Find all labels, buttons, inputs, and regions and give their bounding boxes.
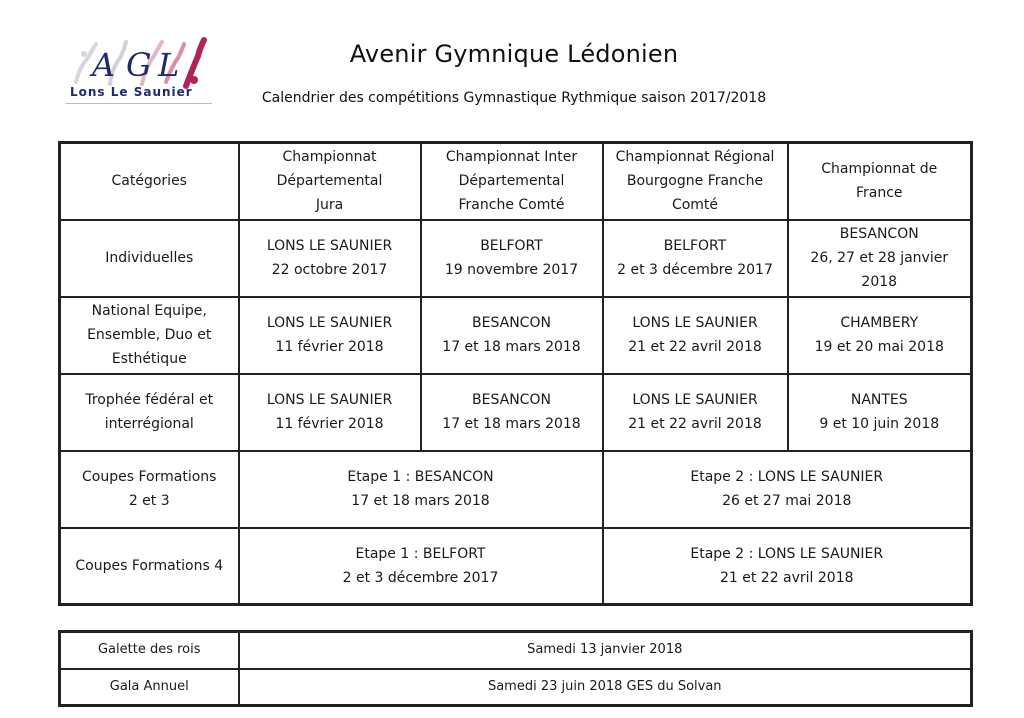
event-date: 17 et 18 mars 2018: [442, 339, 581, 355]
event-date: 2 et 3 décembre 2017: [617, 262, 773, 278]
svg-text:L: L: [158, 46, 180, 84]
category-cell: [60, 220, 239, 297]
event-cell: [239, 220, 421, 297]
table-row-national-equipe: [60, 297, 972, 374]
category-label: Ensemble, Duo et: [87, 327, 212, 343]
event-location: NANTES: [850, 392, 908, 408]
event-name: Galette des rois: [60, 632, 239, 669]
event-date: 22 octobre 2017: [271, 262, 388, 278]
event-location: BESANCON: [472, 392, 551, 408]
event-date: 21 et 22 avril 2018: [628, 339, 762, 355]
event-location: LONS LE SAUNIER: [632, 315, 758, 331]
category-label: Esthétique: [111, 351, 187, 367]
stage-date: 17 et 18 mars 2018: [351, 493, 490, 509]
stage-cell: [239, 451, 603, 528]
category-label: interrégional: [104, 416, 194, 432]
header-france: [788, 143, 972, 220]
event-row-galette: [60, 632, 972, 669]
svg-text:A: A: [92, 46, 116, 84]
event-cell: [421, 220, 603, 297]
event-date: 19 novembre 2017: [444, 262, 579, 278]
category-label: Coupes Formations: [82, 469, 217, 485]
club-events-table: [58, 630, 973, 707]
table-row-trophee-federal: [60, 374, 972, 451]
event-location: BELFORT: [663, 238, 727, 254]
svg-text:G: G: [126, 46, 152, 84]
competition-calendar-table: [58, 141, 973, 606]
header-line: France: [855, 185, 903, 202]
stage-cell: [603, 528, 972, 605]
page-subtitle: Calendrier des compétitions Gymnastique Rythmique saison 2017/2018: [261, 90, 767, 106]
event-date: 11 février 2018: [275, 416, 384, 432]
header-regional: [603, 143, 788, 220]
header-line: Championnat Inter: [445, 149, 578, 166]
table-row-coupes-formations-2-3: [60, 451, 972, 528]
event-cell: [603, 374, 788, 451]
page-title: Avenir Gymnique Lédonien: [349, 40, 679, 68]
event-cell: [603, 297, 788, 374]
category-label: Coupes Formations 4: [75, 557, 224, 574]
event-cell: [421, 297, 603, 374]
event-date: 19 et 20 mai 2018: [814, 339, 944, 355]
event-location: CHAMBERY: [840, 315, 919, 331]
gymnast-logo-icon: [66, 36, 212, 104]
event-date: 2018: [861, 274, 898, 290]
event-cell: [239, 374, 421, 451]
event-location: LONS LE SAUNIER: [266, 392, 393, 408]
category-cell: [60, 528, 239, 605]
header-line: Championnat de: [821, 161, 938, 178]
category-cell: [60, 374, 239, 451]
event-date: 9 et 10 juin 2018: [819, 416, 940, 432]
event-cell: [788, 220, 972, 297]
stage-location: Etape 1 : BESANCON: [347, 469, 494, 485]
header-line: Départemental: [276, 173, 383, 190]
stage-date: 2 et 3 décembre 2017: [342, 569, 499, 586]
header-line: Franche Comté: [458, 197, 565, 214]
stage-cell: [239, 528, 603, 605]
event-name: Gala Annuel: [60, 669, 239, 706]
stage-cell: [603, 451, 972, 528]
header-inter-departemental: [421, 143, 603, 220]
svg-text:Lons Le Saunier: Lons Le Saunier: [70, 85, 193, 99]
event-date: 21 et 22 avril 2018: [628, 416, 762, 432]
header-line: Jura: [315, 197, 344, 214]
header-line: Bourgogne Franche: [626, 173, 764, 190]
event-location: BESANCON: [839, 226, 919, 242]
event-cell: [239, 297, 421, 374]
stage-date: 21 et 22 avril 2018: [719, 569, 854, 586]
table-header-row: [60, 143, 972, 220]
header-departemental: [239, 143, 421, 220]
event-row-gala: [60, 669, 972, 706]
stage-location: Etape 2 : LONS LE SAUNIER: [690, 469, 884, 485]
event-date: 17 et 18 mars 2018: [442, 416, 581, 432]
category-cell: [60, 451, 239, 528]
club-logo: [66, 36, 212, 104]
category-label: Individuelles: [105, 250, 194, 266]
stage-location: Etape 1 : BELFORT: [355, 545, 486, 562]
event-date: Samedi 23 juin 2018 GES du Solvan: [239, 669, 972, 706]
event-location: BESANCON: [472, 315, 551, 331]
event-location: BELFORT: [480, 238, 543, 254]
header-categories: [60, 143, 239, 220]
event-cell: [603, 220, 788, 297]
event-date: Samedi 13 janvier 2018: [239, 632, 972, 669]
logo-divider: [66, 103, 212, 104]
event-cell: [421, 374, 603, 451]
header-line: Championnat Régional: [615, 149, 775, 166]
event-date: 11 février 2018: [275, 339, 384, 355]
table-row-individuelles: [60, 220, 972, 297]
header-line: Catégories: [111, 173, 187, 190]
header-line: Départemental: [458, 173, 565, 190]
event-cell: [788, 297, 972, 374]
category-cell: [60, 297, 239, 374]
event-location: LONS LE SAUNIER: [266, 315, 393, 331]
table-row-coupes-formations-4: [60, 528, 972, 605]
header-line: Comté: [671, 197, 719, 214]
category-label: Trophée fédéral et: [85, 392, 214, 408]
event-location: LONS LE SAUNIER: [632, 392, 758, 408]
event-cell: [788, 374, 972, 451]
event-location: LONS LE SAUNIER: [266, 238, 393, 254]
category-label: National Equipe,: [91, 303, 207, 319]
header-line: Championnat: [282, 149, 377, 166]
stage-location: Etape 2 : LONS LE SAUNIER: [690, 545, 884, 562]
stage-date: 26 et 27 mai 2018: [722, 493, 852, 509]
event-date: 26, 27 et 28 janvier: [810, 250, 949, 266]
category-label: 2 et 3: [128, 493, 170, 509]
